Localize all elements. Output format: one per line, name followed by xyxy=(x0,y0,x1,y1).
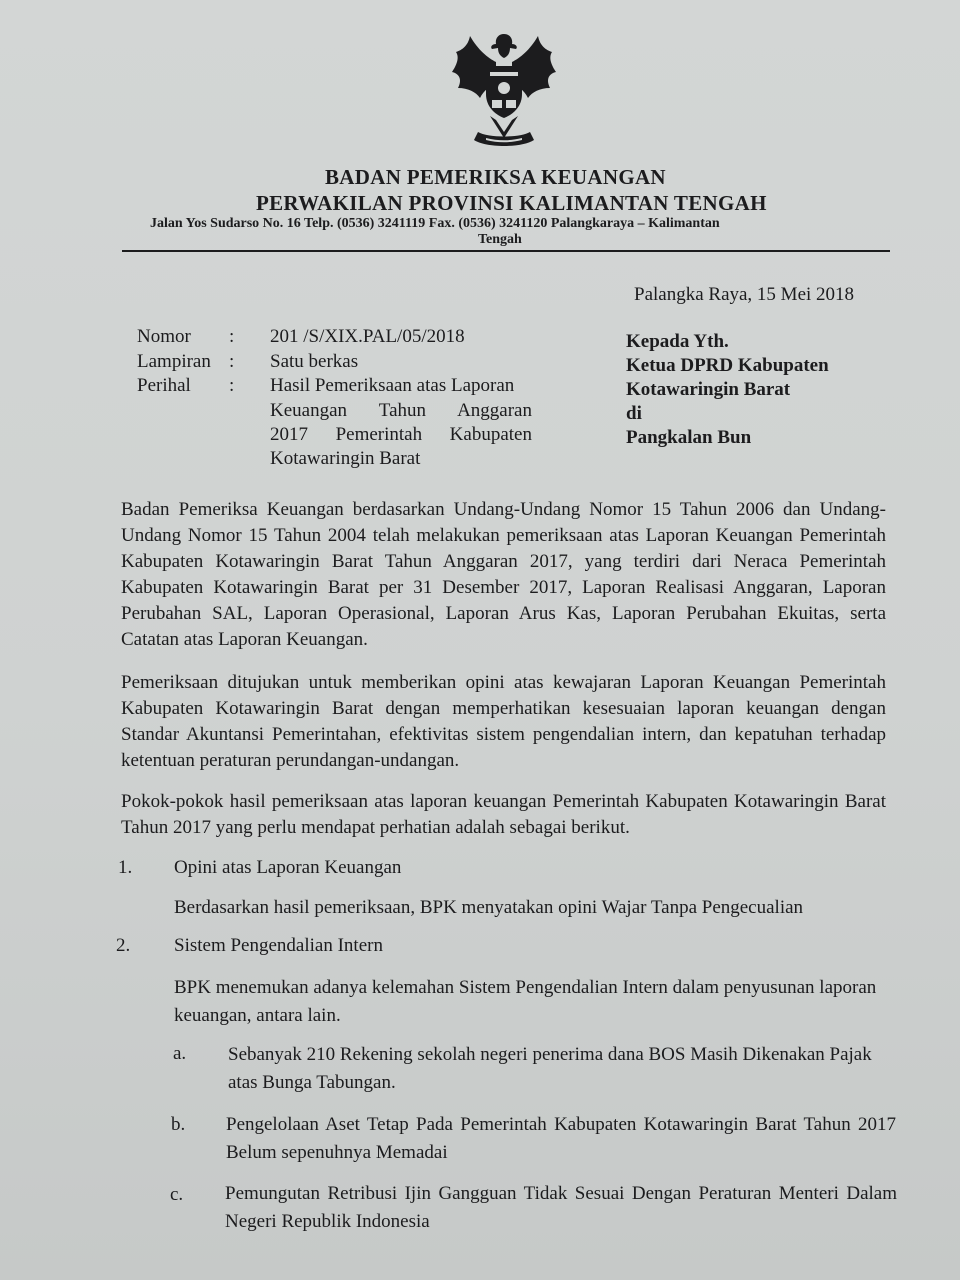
subitem-letter: a. xyxy=(173,1043,187,1064)
recipient-line: Pangkalan Bun xyxy=(626,427,752,448)
letterhead-org: BADAN PEMERIKSA KEUANGAN xyxy=(325,165,666,189)
perihal-line: 2017 Pemerintah Kabupaten xyxy=(270,424,532,445)
lampiran-label: Lampiran xyxy=(137,351,211,372)
perihal-label: Perihal xyxy=(137,375,191,396)
recipient-line: Kotawaringin Barat xyxy=(626,379,791,400)
section-text: Berdasarkan hasil pemeriksaan, BPK menyatakan opini Wajar Tanpa Pengecualian xyxy=(174,897,804,918)
subitem-letter: c. xyxy=(170,1184,184,1205)
garuda-emblem-icon xyxy=(448,28,560,156)
nomor-colon: : xyxy=(229,326,235,347)
section-text: BPK menemukan adanya kelemahan Sistem Pengendalian Intern dalam penyusunan laporan keuangan, antara lain. xyxy=(174,977,877,1026)
subitem-letter: b. xyxy=(171,1114,186,1135)
subitem-text: Pemungutan Retribusi Ijin Gangguan Tidak Sesuai Dengan Peraturan Menteri Dalam Negeri Republik Indonesia xyxy=(225,1183,897,1232)
section-number: 2. xyxy=(116,935,131,956)
body-paragraph-3: Pokok-pokok hasil pemeriksaan atas laporan keuangan Pemerintah Kabupaten Kotawaringin Barat Tahun 2017 yang perlu mendapat perhatian adalah sebagai berikut. xyxy=(121,791,886,838)
section-title: Sistem Pengendalian Intern xyxy=(174,935,383,956)
perihal-line: Keuangan Tahun Anggaran xyxy=(270,400,532,421)
letterhead-rule xyxy=(122,250,890,252)
perihal-line: Hasil Pemeriksaan atas Laporan xyxy=(270,375,515,396)
subitem-text: Pengelolaan Aset Tetap Pada Pemerintah Kabupaten Kotawaringin Barat Tahun 2017 Belum sepenuhnya Memadai xyxy=(226,1114,896,1163)
recipient-line: Kepada Yth. xyxy=(626,331,729,352)
section-number: 1. xyxy=(118,857,133,878)
recipient-line: di xyxy=(626,403,642,424)
body-paragraph-2: Pemeriksaan ditujukan untuk memberikan opini atas kewajaran Laporan Keuangan Pemerintah Kabupaten Kotawaringin Barat dengan memperhatikan kesesuaian laporan keuangan dengan Standar Akuntansi Pemerintahan, efektivitas sistem pengendalian intern, dan kepatuhan terhadap ketentuan peraturan perundangan-undangan. xyxy=(121,672,886,771)
letterhead-address: Jalan Yos Sudarso No. 16 Telp. (0536) 3241119 Fax. (0536) 3241120 Palangkaraya – Kalimantan xyxy=(150,216,720,231)
nomor-label: Nomor xyxy=(137,326,191,347)
subitem-text: Sebanyak 210 Rekening sekolah negeri penerima dana BOS Masih Dikenakan Pajak atas Bunga Tabungan. xyxy=(228,1044,872,1093)
section-title: Opini atas Laporan Keuangan xyxy=(174,857,402,878)
nomor-value: 201 /S/XIX.PAL/05/2018 xyxy=(270,326,465,347)
letterhead-office: PERWAKILAN PROVINSI KALIMANTAN TENGAH xyxy=(256,191,767,215)
letterhead-address-cont: Tengah xyxy=(478,232,522,247)
recipient-line: Ketua DPRD Kabupaten xyxy=(626,355,829,376)
body-paragraph-1: Badan Pemeriksa Keuangan berdasarkan Undang-Undang Nomor 15 Tahun 2006 dan Undang-Undang Nomor 15 Tahun 2004 telah melakukan pemeriksaan atas Laporan Keuangan Pemerintah Kabupaten Kotawaringin Barat Tahun Anggaran 2017, yang terdiri dari Neraca Pemerintah Kabupaten Kotawaringin Barat per 31 Desember 2017, Laporan Realisasi Anggaran, Laporan Perubahan SAL, Laporan Operasional, Laporan Arus Kas, Laporan Perubahan Ekuitas, serta Catatan atas Laporan Keuangan. xyxy=(121,499,886,650)
lampiran-colon: : xyxy=(229,351,235,372)
lampiran-value: Satu berkas xyxy=(270,351,359,372)
perihal-line: Kotawaringin Barat xyxy=(270,448,421,469)
letter-date: Palangka Raya, 15 Mei 2018 xyxy=(634,284,855,305)
perihal-colon: : xyxy=(229,375,235,396)
